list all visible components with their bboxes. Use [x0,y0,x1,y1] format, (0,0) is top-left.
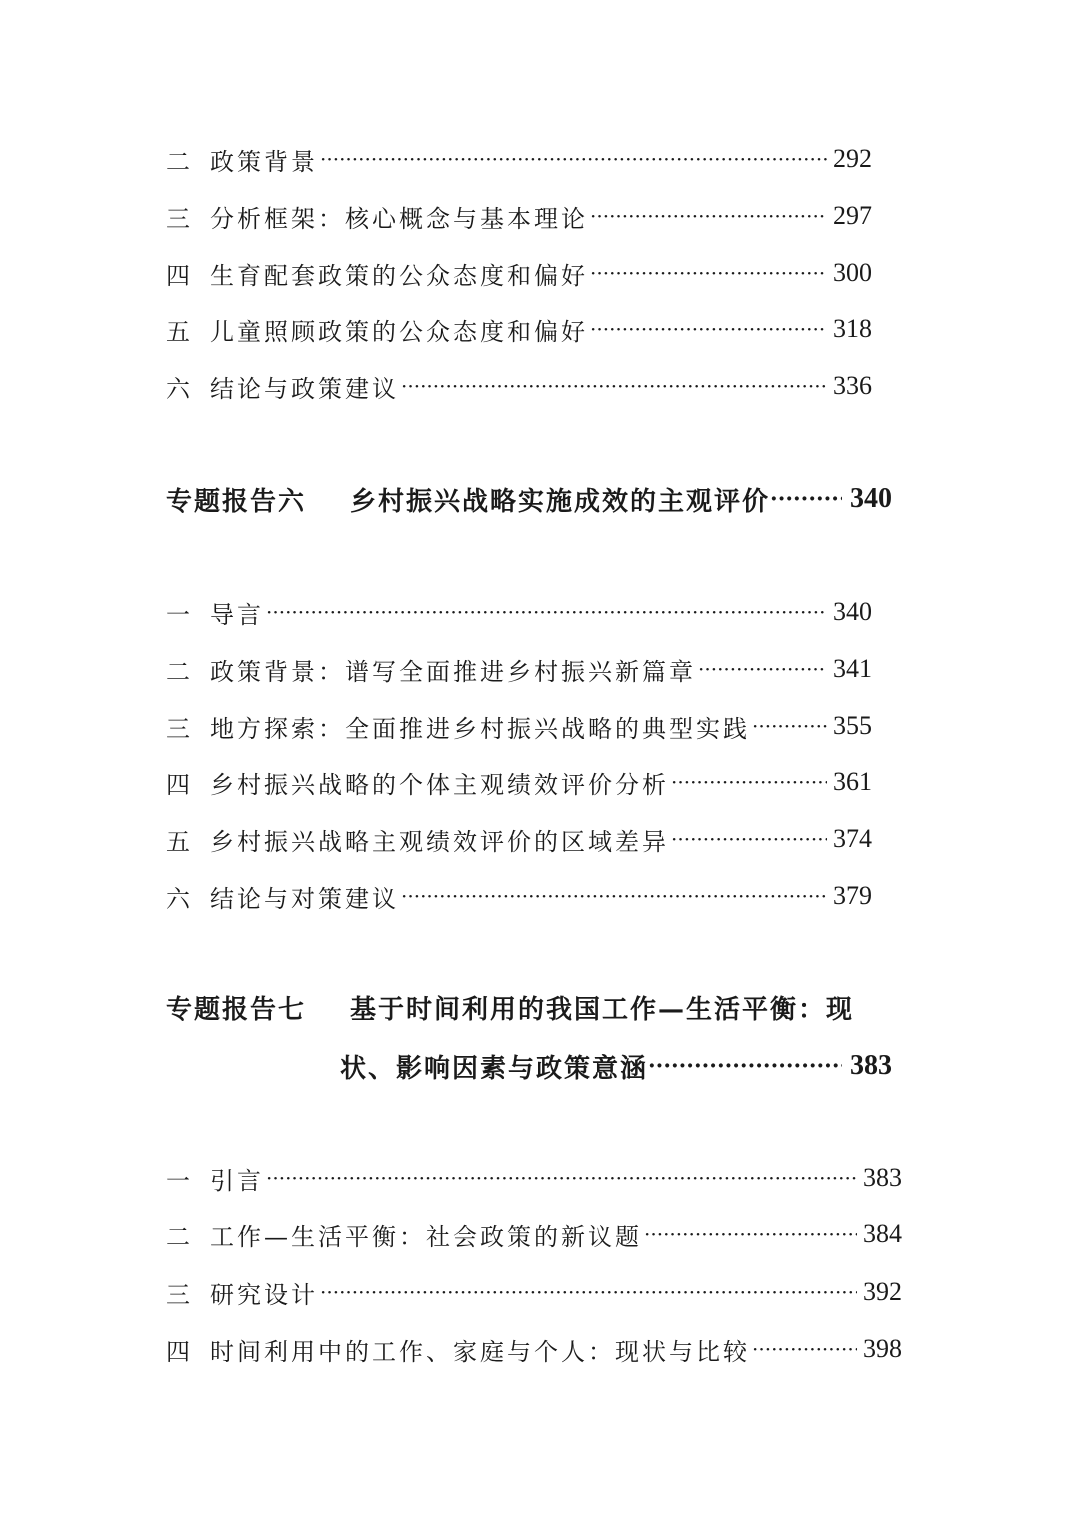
dot-leader [401,366,827,406]
entry-page-number: 300 [833,258,872,287]
entry-page-number: 379 [833,881,872,910]
report-page-number: 383 [850,1050,892,1081]
entry-title: 分析框架：核心概念与基本理论 [210,204,588,233]
entry-page-number: 292 [833,144,872,173]
entry-number: 三 [166,714,193,743]
entry-title: 地方探索：全面推进乡村振兴战略的典型实践 [210,714,750,743]
entry-title: 生育配套政策的公众态度和偏好 [210,261,588,290]
entry-number: 四 [166,1337,193,1366]
entry-page-number: 392 [863,1277,902,1306]
entry-page-number: 336 [833,371,872,400]
report-heading[interactable] [166,477,892,521]
entry-number: 一 [166,1166,193,1195]
entry-page-number: 341 [833,654,872,683]
entry-number: 五 [166,317,193,346]
dot-leader [590,309,827,349]
entry-title: 政策背景 [210,147,318,176]
dot-leader [590,253,827,293]
entry-number: 二 [166,1222,193,1251]
dot-leader [401,876,827,916]
dot-leader [644,1214,857,1254]
entry-page-number: 361 [833,767,872,796]
entry-number: 三 [166,1280,193,1309]
entry-number: 六 [166,374,193,403]
dot-leader [698,649,827,689]
entry-page-number: 383 [863,1163,902,1192]
dot-leader [770,486,842,512]
toc-entry[interactable] [166,592,872,632]
entry-number: 五 [166,827,193,856]
entry-number: 三 [166,204,193,233]
entry-number: 四 [166,261,193,290]
entry-number: 四 [166,770,193,799]
dot-leader [266,1158,857,1198]
toc-entry[interactable] [166,876,872,916]
toc-entry[interactable] [166,1158,902,1198]
report-title: 乡村振兴战略实施成效的主观评价 [350,486,771,517]
toc-entry[interactable] [166,762,872,802]
toc-entry[interactable] [166,1329,902,1369]
report-label: 专题报告六 [166,486,307,517]
entry-page-number: 398 [863,1334,902,1363]
entry-title: 儿童照顾政策的公众态度和偏好 [210,317,588,346]
entry-number: 二 [166,147,193,176]
report-title-line2: 状、影响因素与政策意涵 [340,1053,649,1084]
dot-leader [648,1053,842,1079]
dot-leader [590,196,827,236]
report-title-line1: 基于时间利用的我国工作—生活平衡：现 [350,994,855,1025]
toc-entry[interactable] [166,196,872,236]
entry-title: 结论与对策建议 [210,884,399,913]
toc-entry[interactable] [166,819,872,859]
entry-title: 乡村振兴战略主观绩效评价的区域差异 [210,827,669,856]
entry-title: 导言 [210,600,264,629]
dot-leader [752,706,827,746]
entry-title: 政策背景：谱写全面推进乡村振兴新篇章 [210,657,696,686]
dot-leader [320,139,827,179]
entry-title: 工作—生活平衡：社会政策的新议题 [210,1222,642,1251]
report-heading-continued[interactable] [340,1044,892,1088]
entry-page-number: 374 [833,824,872,853]
dot-leader [671,819,827,859]
entry-page-number: 340 [833,597,872,626]
report-label: 专题报告七 [166,994,307,1025]
entry-title: 研究设计 [210,1280,318,1309]
toc-entry[interactable] [166,706,872,746]
entry-page-number: 384 [863,1219,902,1248]
toc-entry[interactable] [166,649,872,689]
toc-entry[interactable] [166,1214,902,1254]
report-page-number: 340 [850,483,892,514]
entry-number: 二 [166,657,193,686]
dot-leader [266,592,827,632]
report-heading[interactable] [166,985,854,1029]
entry-number: 一 [166,600,193,629]
entry-title: 引言 [210,1166,264,1195]
entry-page-number: 355 [833,711,872,740]
toc-entry[interactable] [166,366,872,406]
dot-leader [752,1329,857,1369]
entry-page-number: 318 [833,314,872,343]
toc-entry[interactable] [166,309,872,349]
toc-entry[interactable] [166,139,872,179]
dot-leader [320,1272,857,1312]
dot-leader [671,762,827,802]
toc-entry[interactable] [166,1272,902,1312]
entry-title: 乡村振兴战略的个体主观绩效评价分析 [210,770,669,799]
entry-page-number: 297 [833,201,872,230]
entry-title: 时间利用中的工作、家庭与个人：现状与比较 [210,1337,750,1366]
toc-entry[interactable] [166,253,872,293]
entry-number: 六 [166,884,193,913]
entry-title: 结论与政策建议 [210,374,399,403]
